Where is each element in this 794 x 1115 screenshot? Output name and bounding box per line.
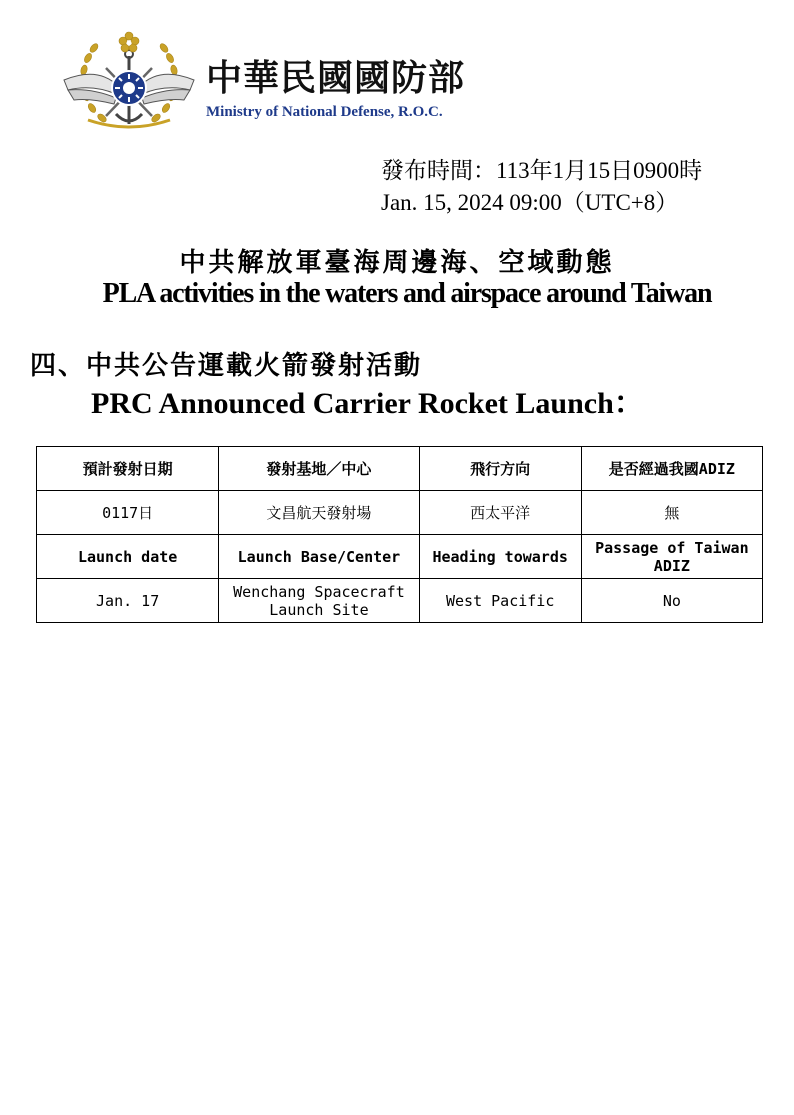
table-row-en bbox=[37, 579, 763, 623]
page-title-en: PLA activities in the waters and airspace around Taiwan bbox=[102, 278, 712, 309]
org-name-en: Ministry of National Defense, R.O.C. bbox=[206, 104, 443, 120]
table-cell: 0117日 bbox=[37, 491, 219, 535]
table-cell: Wenchang Spacecraft Launch Site bbox=[219, 579, 419, 623]
header-cell: 發射基地／中心 bbox=[219, 447, 419, 491]
header-cell: 是否經過我國ADIZ bbox=[581, 447, 762, 491]
page-title-zh: 中共解放軍臺海周邊海、空域動態 bbox=[179, 248, 615, 278]
launch-table bbox=[36, 446, 763, 623]
table-cell: Jan. 17 bbox=[37, 579, 219, 623]
section-heading-en: PRC Announced Carrier Rocket Launch： bbox=[91, 387, 644, 420]
header-cell: 預計發射日期 bbox=[37, 447, 219, 491]
table-cell: 西太平洋 bbox=[419, 491, 581, 535]
table-cell: No bbox=[581, 579, 762, 623]
table-cell: 無 bbox=[581, 491, 762, 535]
header-cell: Launch Base/Center bbox=[219, 535, 419, 579]
table-header-row-zh bbox=[37, 447, 763, 491]
table-cell: 文昌航天發射場 bbox=[219, 491, 419, 535]
release-time bbox=[381, 155, 702, 219]
header-cell: Launch date bbox=[37, 535, 219, 579]
table-row-zh bbox=[37, 491, 763, 535]
section-heading-zh: 四、中共公告運載火箭發射活動 bbox=[30, 351, 423, 381]
release-time-en: Jan. 15, 2024 09:00（UTC+8） bbox=[381, 190, 679, 215]
org-name-zh: 中華民國國防部 bbox=[206, 58, 466, 99]
mnd-emblem-icon bbox=[58, 28, 200, 140]
table-header-row-en bbox=[37, 535, 763, 579]
release-time-zh: 發布時間：113年1月15日0900時 bbox=[381, 158, 703, 183]
header-cell: 飛行方向 bbox=[419, 447, 581, 491]
header-cell: Heading towards bbox=[419, 535, 581, 579]
header-cell: Passage of Taiwan ADIZ bbox=[581, 535, 762, 579]
table-cell: West Pacific bbox=[419, 579, 581, 623]
